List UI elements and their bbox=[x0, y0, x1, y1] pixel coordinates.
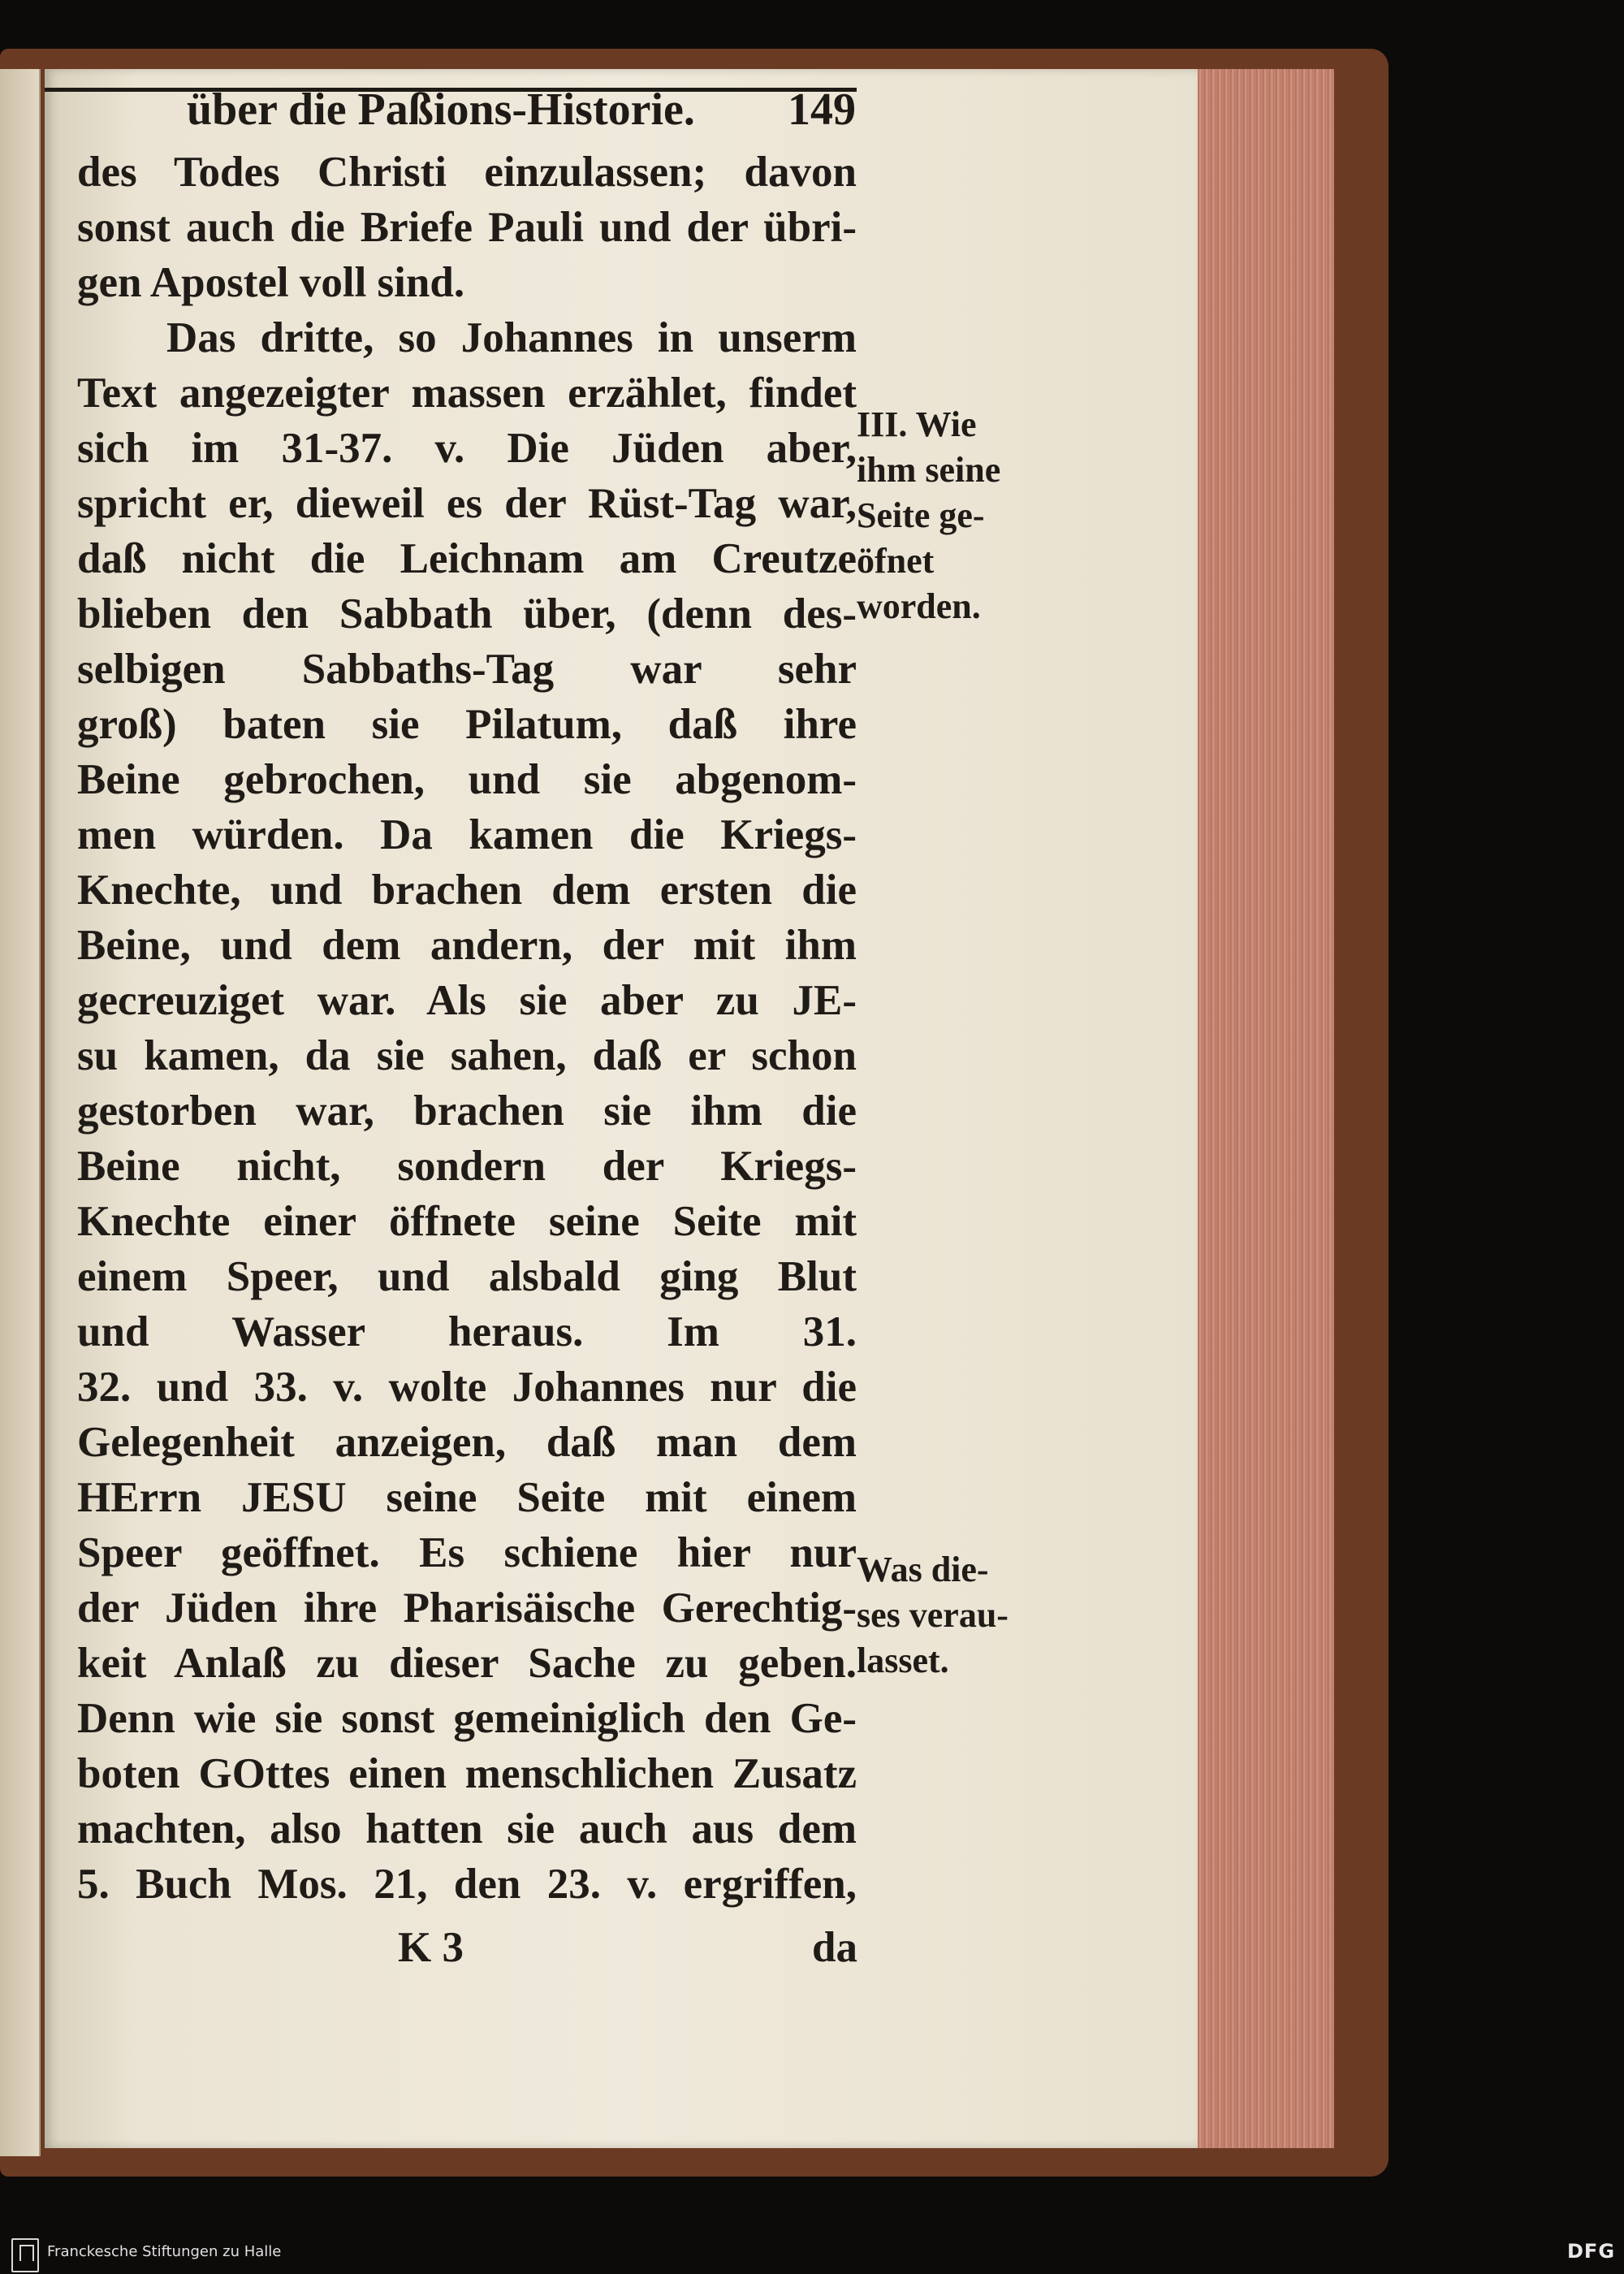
text-line: Denn wie sie sonst gemeiniglich den Ge- bbox=[77, 1695, 857, 1742]
text-line: Gelegenheit anzeigen, daß man dem bbox=[77, 1419, 857, 1466]
text-line: sich im 31-37. v. Die Jüden aber, bbox=[77, 425, 857, 472]
text-line: gen Apostel voll sind. bbox=[77, 259, 465, 306]
text-line: groß) baten sie Pilatum, daß ihre bbox=[77, 701, 857, 748]
margin-note-line: III. Wie bbox=[857, 404, 977, 444]
text-line: men würden. Da kamen die Kriegs- bbox=[77, 811, 857, 858]
margin-note-line: lasset. bbox=[857, 1641, 949, 1680]
text-line: und Wasser heraus. Im 31. bbox=[77, 1308, 857, 1355]
text-line: boten GOttes einen menschlichen Zusatz bbox=[77, 1750, 857, 1797]
text-line: selbigen Sabbaths-Tag war sehr bbox=[77, 646, 857, 693]
institution-name: Franckesche Stiftungen zu Halle bbox=[47, 2243, 282, 2260]
text-line: su kamen, da sie sahen, daß er schon bbox=[77, 1032, 857, 1079]
text-line: keit Anlaß zu dieser Sache zu geben. bbox=[77, 1640, 857, 1687]
text-line: gestorben war, brachen sie ihm die bbox=[77, 1087, 857, 1135]
facing-page-edge bbox=[0, 69, 41, 2156]
text-line: daß nicht die Leichnam am Creutze bbox=[77, 535, 857, 582]
text-line: der Jüden ihre Pharisäische Gerechtig- bbox=[77, 1584, 857, 1632]
text-line: spricht er, dieweil es der Rüst-Tag war, bbox=[77, 480, 857, 527]
text-line: des Todes Christi einzulassen; davon bbox=[77, 149, 857, 196]
catchword: da bbox=[812, 1924, 857, 1971]
text-line: HErrn JESU seine Seite mit einem bbox=[77, 1474, 857, 1521]
margin-note-line: Seite ge- bbox=[857, 495, 985, 535]
margin-note-line: ses verau- bbox=[857, 1595, 1009, 1635]
text-line: 5. Buch Mos. 21, den 23. v. ergriffen, bbox=[77, 1861, 857, 1908]
page-number: 149 bbox=[788, 84, 856, 135]
text-line: Speer geöffnet. Es schiene hier nur bbox=[77, 1529, 857, 1576]
text-line: Knechte einer öffnete seine Seite mit bbox=[77, 1198, 857, 1245]
signature-mark: K 3 bbox=[398, 1924, 464, 1971]
text-line: gecreuziget war. Als sie aber zu JE- bbox=[77, 977, 857, 1024]
text-line: blieben den Sabbath über, (denn des- bbox=[77, 590, 857, 638]
text-line: machten, also hatten sie auch aus dem bbox=[77, 1805, 857, 1852]
text-line: Beine nicht, sondern der Kriegs- bbox=[77, 1143, 857, 1190]
margin-note-line: worden. bbox=[857, 586, 981, 626]
text-line: sonst auch die Briefe Pauli und der übri- bbox=[77, 204, 857, 251]
text-line: Beine, und dem andern, der mit ihm bbox=[77, 922, 857, 969]
institution-logo-icon bbox=[11, 2238, 39, 2272]
text-line: Das dritte, so Johannes in unserm bbox=[166, 314, 857, 361]
margin-note-line: ihm seine bbox=[857, 450, 1001, 490]
margin-note-line: Was die- bbox=[857, 1550, 989, 1589]
body-text bbox=[77, 145, 857, 1912]
text-line: 32. und 33. v. wolte Johannes nur die bbox=[77, 1364, 857, 1411]
page-edges bbox=[1194, 69, 1334, 2148]
funder-logo: DFG bbox=[1567, 2240, 1616, 2263]
text-line: Knechte, und brachen dem ersten die bbox=[77, 867, 857, 914]
text-line: einem Speer, und alsbald ging Blut bbox=[77, 1253, 857, 1300]
margin-note-line: öfnet bbox=[857, 541, 935, 581]
margin-note-cause bbox=[857, 1547, 1009, 1684]
margin-note-side-opened bbox=[857, 402, 1000, 629]
running-head: über die Paßions-Historie. bbox=[187, 84, 695, 135]
text-line: Beine gebrochen, und sie abgenom- bbox=[77, 756, 857, 803]
text-line: Text angezeigter massen erzählet, findet bbox=[77, 370, 857, 417]
